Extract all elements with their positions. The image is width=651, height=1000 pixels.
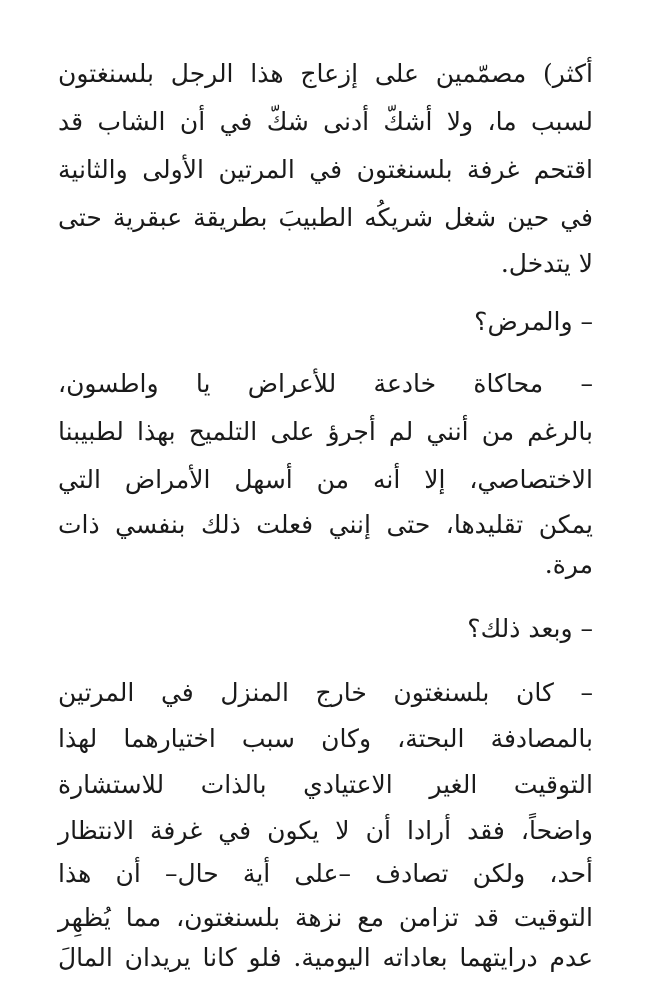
text-line: عدم درايتهما بعاداته اليومية. فلو كانا يريدان المالَ <box>58 943 593 972</box>
text-line: التوقيت قد تزامن مع نزهة بلسنغتون، مما يُظهِر <box>58 903 593 932</box>
text-line: يمكن تقليدها، حتى إنني فعلت ذلك بنفسي ذات <box>58 510 593 539</box>
text-line: اقتحم غرفة بلسنغتون في المرتين الأولى والثانية <box>58 155 593 184</box>
text-line: لا يتدخل. <box>500 249 593 278</box>
text-line: بالمصادفة البحتة، وكان سبب اختيارهما لهذا <box>58 724 593 753</box>
dialogue-line: – كان بلسنغتون خارج المنزل في المرتين <box>58 678 593 707</box>
text-line: واضحاً، فقد أرادا أن لا يكون في غرفة الانتظار <box>58 816 593 845</box>
dialogue-line: – والمرض؟ <box>474 307 593 336</box>
text-line: بالرغم من أنني لم أجرؤ على التلميح بهذا لطبيبنا <box>58 417 593 446</box>
text-line: التوقيت الغير الاعتيادي بالذات للاستشارة <box>58 770 593 799</box>
text-line: أكثر) مصمّمين على إزعاج هذا الرجل بلسنغتون <box>58 59 593 88</box>
text-line: أحد، ولكن تصادف –على أية حال– أن هذا <box>58 859 593 888</box>
dialogue-line: – محاكاة خادعة للأعراض يا واطسون، <box>58 369 593 398</box>
text-line: لسبب ما، ولا أشكّ أدنى شكّ في أن الشاب قد <box>58 107 593 136</box>
text-line: مرة. <box>544 550 593 579</box>
text-line: في حين شغل شريكُه الطبيبَ بطريقة عبقرية حتى <box>58 203 593 232</box>
text-line: الاختصاصي، إلا أنه من أسهل الأمراض التي <box>58 465 593 494</box>
dialogue-line: – وبعد ذلك؟ <box>467 614 593 643</box>
